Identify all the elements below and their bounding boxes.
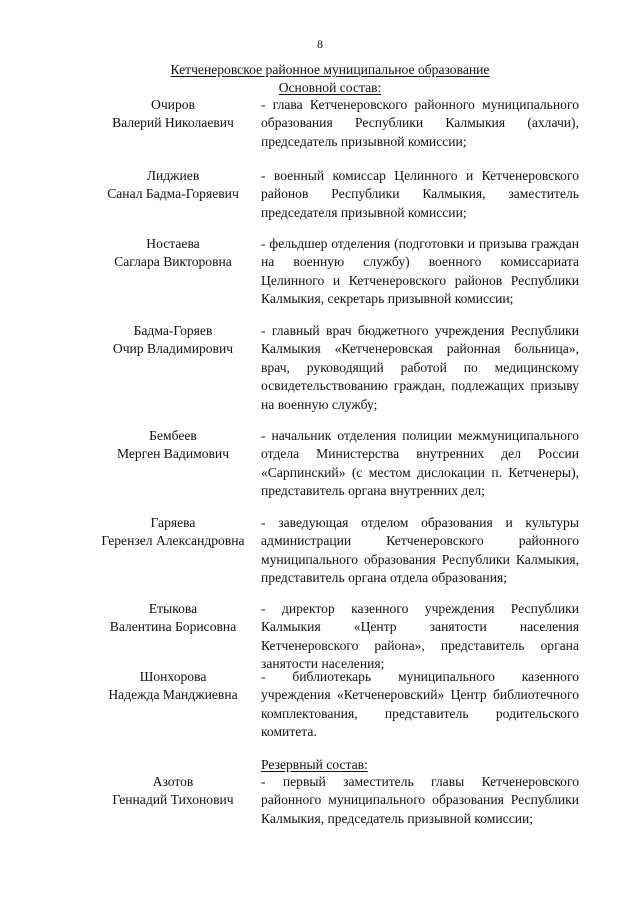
member-name xyxy=(88,668,258,705)
member-surname: Очиров xyxy=(151,97,195,112)
member-surname: Бембеев xyxy=(149,428,197,443)
member-role: - заведующая отделом образования и культуры администрации Кетченеровского районного муниципального образования Республики Калмыкия, представитель органа отдела образования; xyxy=(261,515,579,586)
member-given-names: Геннадий Тихонович xyxy=(112,792,234,808)
member-name xyxy=(88,773,258,810)
page-number: 8 xyxy=(317,37,323,51)
member-name xyxy=(88,427,258,464)
member-surname: Лиджиев xyxy=(146,168,200,183)
member-role: - библиотекарь муниципального казенного учреждения «Кетченеровский» Центр библиотечного комплектования, представитель родительского комитета. xyxy=(261,669,579,740)
member-role: - фельдшер отделения (подготовки и призыва граждан на военную службу) военного комиссариата Целинного и Кетченеровского районов Республики Калмыкия, секретарь призывной комиссии; xyxy=(261,236,579,307)
member-role: - военный комиссар Целинного и Кетченеровского районов Республики Калмыкия, заместитель председателя призывной комиссии; xyxy=(261,168,579,220)
member-name xyxy=(88,96,258,133)
member-name xyxy=(88,235,258,272)
member-given-names: Очир Владимирович xyxy=(112,341,234,357)
reserve-composition-heading: Резервный состав: xyxy=(261,757,368,772)
member-given-names: Мерген Вадимович xyxy=(116,446,230,462)
member-given-names: Надежда Манджиевна xyxy=(108,687,238,703)
member-name xyxy=(88,514,258,551)
member-name xyxy=(88,322,258,359)
member-role: - начальник отделения полиции межмуниципального отдела Министерства внутренних дел России «Сарпинский» (с местом дислокации п. Кетченеры), представитель органа внутренних дел; xyxy=(261,428,579,499)
member-role: - глава Кетченеровского районного муниципального образования Республики Калмыкия (ахлачи), председатель призывной комиссии; xyxy=(261,97,579,149)
member-given-names: Валерий Николаевич xyxy=(112,115,234,131)
member-role: - главный врач бюджетного учреждения Республики Калмыкия «Кетченеровская районная больница», врач, руководящий работой по медицинскому освидетельствованию граждан, подлежащих призыву на военную службу; xyxy=(261,323,579,412)
member-name xyxy=(88,167,258,204)
member-surname: Бадма-Горяев xyxy=(133,323,213,338)
member-name xyxy=(88,600,258,637)
member-surname: Гаряева xyxy=(150,515,196,530)
main-composition-heading: Основной состав: xyxy=(278,80,382,95)
member-surname: Етыкова xyxy=(148,601,198,616)
member-given-names: Валентина Борисовна xyxy=(109,619,237,635)
member-surname: Азотов xyxy=(152,774,194,789)
member-surname: Шонхорова xyxy=(139,669,207,684)
member-given-names: Саглара Викторовна xyxy=(114,254,232,270)
member-role: - директор казенного учреждения Республики Калмыкия «Центр занятости населения Кетченеровского района», представитель органа занятости населения; xyxy=(261,601,579,672)
member-given-names: Санал Бадма-Горяевич xyxy=(107,186,239,202)
municipality-title: Кетченеровское районное муниципальное образование xyxy=(170,62,490,77)
member-given-names: Герензел Александровна xyxy=(101,533,245,549)
member-role: - первый заместитель главы Кетченеровского районного муниципального образования Республики Калмыкия, председатель призывной комиссии; xyxy=(261,774,579,826)
member-surname: Ностаева xyxy=(146,236,200,251)
